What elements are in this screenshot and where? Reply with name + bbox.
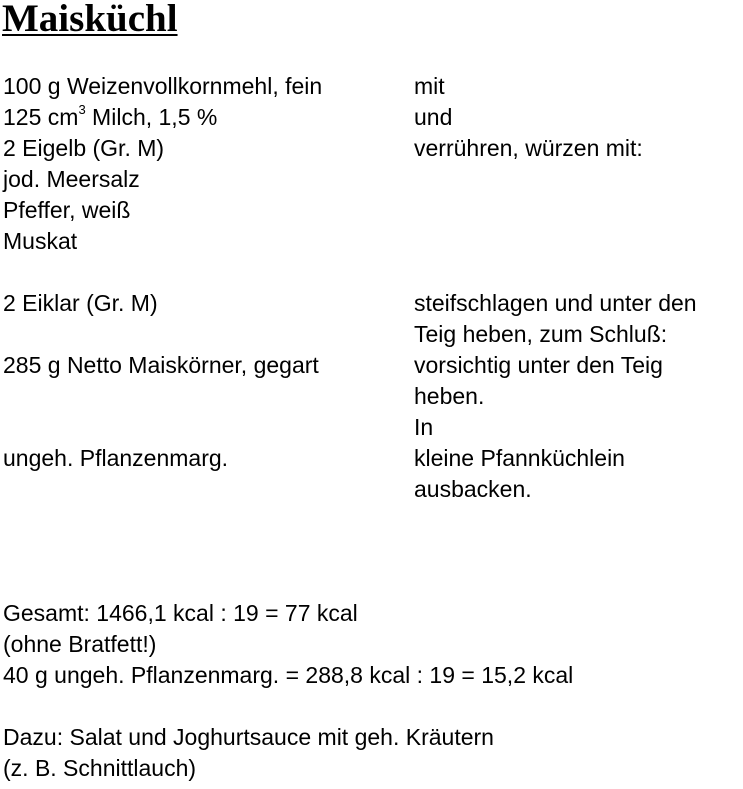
ingredient-milk-name: Milch, 1,5 % [85,104,218,130]
serving-suggestion: Dazu: Salat und Joghurtsauce mit geh. Kräutern [3,724,494,750]
instruction-egg-white-cont: Teig heben, zum Schluß: [414,321,668,347]
instruction-egg-white: steifschlagen und unter den [414,290,697,316]
instruction-margarine-cont: ausbacken. [414,476,532,502]
ingredient-egg-white: 2 Eiklar (Gr. M) [3,290,158,316]
instruction-corn: vorsichtig unter den Teig [414,352,663,378]
ingredient-corn: 285 g Netto Maiskörner, gegart [3,352,319,378]
instruction-egg-yolk: verrühren, würzen mit: [414,135,643,161]
ingredient-salt: jod. Meersalz [3,166,140,192]
instruction-margarine: kleine Pfannküchlein [414,445,625,471]
ingredient-egg-yolk: 2 Eigelb (Gr. M) [3,135,165,161]
recipe-title: Maisküchl [2,0,178,40]
ingredient-flour: 100 g Weizenvollkornmehl, fein [3,73,323,99]
instruction-milk: und [414,104,453,130]
ingredient-milk [3,102,217,133]
ingredient-milk-amount: 125 cm [3,104,79,130]
nutrition-fat: 40 g ungeh. Pflanzenmarg. = 288,8 kcal : 19 = 15,2 kcal [3,662,574,688]
serving-suggestion-example: (z. B. Schnittlauch) [3,755,197,781]
ingredient-margarine: ungeh. Pflanzenmarg. [3,445,229,471]
ingredient-milk-unit-exponent: 3 [78,102,86,118]
ingredient-nutmeg: Muskat [3,228,78,254]
instruction-in: In [414,414,434,440]
instruction-flour: mit [414,73,445,99]
nutrition-note: (ohne Bratfett!) [3,631,157,657]
nutrition-total: Gesamt: 1466,1 kcal : 19 = 77 kcal [3,600,358,626]
instruction-corn-cont: heben. [414,383,485,409]
ingredient-pepper: Pfeffer, weiß [3,197,131,223]
